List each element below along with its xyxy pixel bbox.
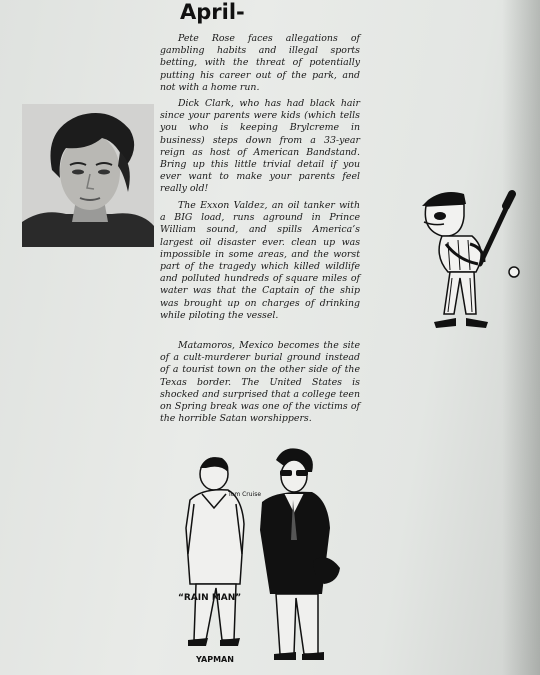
- page-shadow: [502, 0, 540, 675]
- paragraph-exxon-valdez: The Exxon Valdez, an oil tanker with a BIG load, runs aground in Prince William sound, and spills America’s largest oil disaster ever. clean up was impossible in some areas, and the worst part of the tragedy which killed wildlife and polluted hundreds of square miles of water was that the Captain of the ship was brought up on charges of drinking while piloting the vessel.: [160, 200, 360, 321]
- rain-man-cartoon: [176, 444, 376, 666]
- paragraph-pete-rose: Pete Rose faces allegations of gambling habits and illegal sports betting, with the threat of potentially putting his career out of the park, and not with a home run.: [160, 33, 360, 93]
- cartoon-sign-text: “RAIN MAN”: [178, 593, 242, 603]
- portrait-photo: [22, 104, 154, 247]
- baseball-player-cartoon: [414, 186, 524, 336]
- paragraph-dick-clark: Dick Clark, who has had black hair since your parents were kids (which tells you who is keeping Brylcreme in business) steps down from a 33-year reign as host of American Bandstand. Bring up this little trivial detail if you ever want to make your parents feel really old!: [160, 98, 360, 195]
- cartoon-side-label: Tom Cruise: [228, 491, 262, 498]
- paragraph-matamoros: Matamoros, Mexico becomes the site of a cult-murderer burial ground instead of a tourist town on the other side of the Texas border. The United States is shocked and surprised that a college teen on Spring break was one of the victims of the horrible Satan worshippers.: [160, 340, 360, 425]
- page-title: April-: [180, 0, 245, 24]
- cartoon-signature: YAPMAN: [196, 655, 234, 664]
